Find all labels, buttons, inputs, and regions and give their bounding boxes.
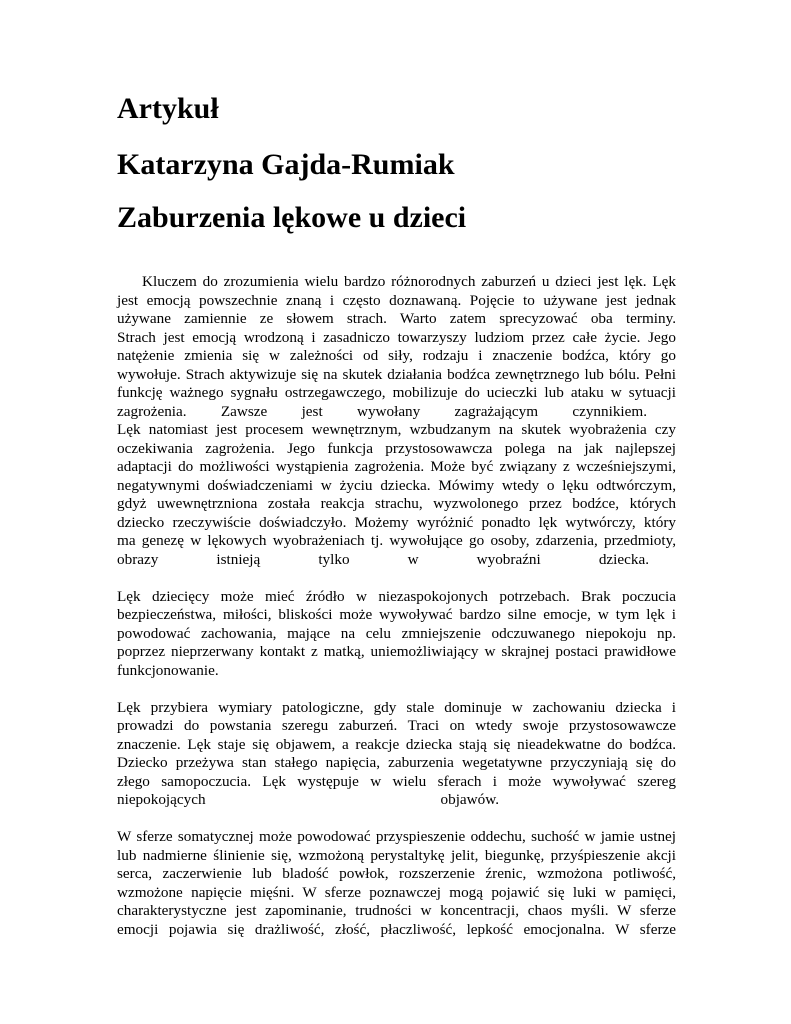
text-line: Dziecko przeżywa stan stałego napięcia, zaburzenia wegetatywne przyczyniają się do [117,754,676,771]
text-line: znaczenie. Lęk staje się objawem, a reakcje dziecka stają się nieadekwatne do bodźca. [117,735,676,753]
text-line: ma genezę w lękowych wyobrażeniach tj. wywołujące go osoby, zdarzenia, przedmioty, [117,532,676,549]
text-line: serca, zaczerwienie lub bladość powłok, rozszerzenie źrenic, wzmożona potliwość, [117,865,676,882]
text-line: negatywnymi doświadczeniami w życiu dziecka. Mówimy wtedy o lęku odtwórczym, [117,476,676,494]
text-line: Lęk dziecięcy może mieć źródło w niezaspokojonych potrzebach. Brak poczucia [117,587,676,605]
text-line: prowadzi do powstania szeregu zaburzeń. Traci on wtedy swoje przystosowawcze [117,717,676,734]
text-line: W sferze somatycznej może powodować przyspieszenie oddechu, suchość w jamie ustnej [117,828,676,845]
text-line: lub nadmierne ślinienie się, wzmożoną perystaltykę jelit, biegunkę, przyśpieszenie akcji [117,846,676,864]
text-line: bezpieczeństwa, miłości, bliskości może wywoływać bardzo silne emocje, w tym lęk i [117,606,676,623]
text-line: charakterystyczne jest zapominanie, trudności w koncentracji, chaos myśli. W sferze [117,902,676,919]
text-line: wywołuje. Strach aktywizuje się na skutek działania bodźca zewnętrznego lub bólu. Pełni [117,365,676,383]
text-line: natężenie zmienia się w zależności od siły, rodzaju i znaczenie bodźca, który go [117,347,676,364]
text-line: Strach jest emocją wrodzoną i zasadniczo towarzyszy ludziom przez całe życie. Jego [117,328,676,346]
text-line: Kluczem do zrozumienia wielu bardzo różnorodnych zaburzeń u dzieci jest lęk. Lęk [142,273,676,290]
author-name: Katarzyna Gajda-Rumiak [117,148,455,181]
text-line: funkcję ważnego sygnału ostrzegawczego, mobilizuje do ucieczki lub ataku w sytuacji [117,384,676,401]
article-title: Zaburzenia lękowe u dzieci [117,201,467,234]
text-line: Lęk przybiera wymiary patologiczne, gdy stale dominuje w zachowaniu dziecka i [117,698,676,716]
text-line: jest emocją powszechnie znaną i często doznawaną. Pojęcie to używane jest jednak [117,291,676,309]
text-line: wzmożone napięcie mięśni. W sferze poznawczej mogą pojawić się luki w pamięci, [117,883,676,901]
text-line: używane zamiennie ze słowem strach. Warto zatem sprecyzować oba terminy. [117,310,676,327]
article-body [117,273,676,939]
text-line: zagrożenia. Zawsze jest wywołany zagrażającym czynnikiem. [117,402,647,420]
text-line: poprzez nieprzerwany kontakt z matką, uniemożliwiający w skrajnej postaci prawidłowe [117,643,676,660]
paragraph-gap [117,680,676,699]
text-line: niepokojących objawów. [117,791,499,808]
text-line: dziecko rzeczywiście doświadczyło. Możemy wyróżnić ponadto lęk wytwórczy, który [117,513,676,531]
paragraph-gap [117,569,676,588]
text-line: Lęk natomiast jest procesem wewnętrznym, wzbudzanym na skutek wyobrażenia czy [117,421,676,438]
text-line: obrazy istnieją tylko w wyobraźni dziecka. [117,550,649,568]
text-line: adaptacji do możliwości wystąpienia zagrożenia. Może być związany z wcześniejszymi, [117,458,676,475]
text-line: oczekiwania zagrożenia. Jego funkcja przystosowawcza polega na jak najlepszej [117,439,676,457]
text-line: powodować zachowania, mające na celu zmniejszenie odczuwanego niepokoju np. [117,624,676,642]
text-line: gdyż uwewnętrzniona została reakcja strachu, wyzwolonego przez bodźce, których [117,495,676,512]
paragraph-gap [117,810,676,829]
text-line: funkcjonowanie. [117,661,219,679]
article-label: Artykuł [117,92,219,125]
text-line: złego samopoczucia. Lęk występuje w wielu sferach i może wywoływać szereg [117,772,676,790]
text-line: emocji pojawia się drażliwość, złość, płaczliwość, lepkość emocjonalna. W sferze [117,920,676,938]
